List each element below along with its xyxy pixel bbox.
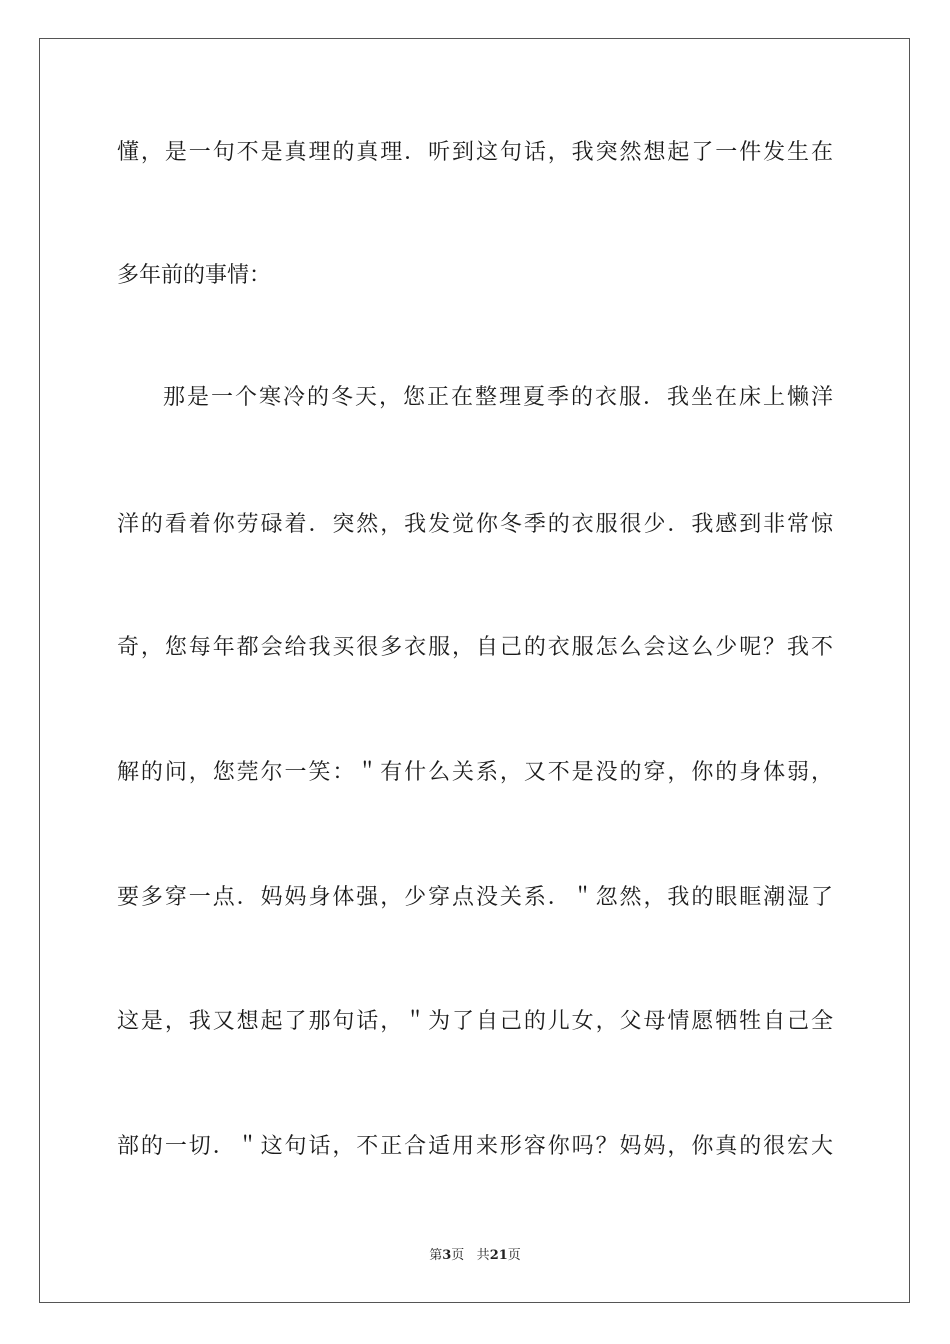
text-line-4: 洋的看着你劳碌着．突然，我发觉你冬季的衣服很少．我感到非常惊 (117, 512, 833, 537)
text-line-2: 多年前的事情： (117, 263, 272, 288)
text-line-1: 懂，是一句不是真理的真理．听到这句话，我突然想起了一件发生在 (117, 140, 833, 165)
text-line-8: 这是，我又想起了那句话，＂为了自己的儿女，父母情愿牺牲自己全 (117, 1009, 833, 1034)
text-line-5: 奇，您每年都会给我买很多衣服，自己的衣服怎么会这么少呢？我不 (117, 635, 833, 660)
text-line-6: 解的问，您莞尔一笑：＂有什么关系，又不是没的穿，你的身体弱， (117, 760, 833, 785)
text-line-3: 那是一个寒冷的冬天，您正在整理夏季的衣服．我坐在床上懒洋 (163, 385, 833, 410)
page-number: 3 (442, 1248, 452, 1263)
page-footer (0, 1247, 950, 1265)
total-prefix: 共 (476, 1248, 490, 1263)
total-pages: 21 (489, 1248, 508, 1263)
total-suffix: 页 (507, 1248, 521, 1263)
page-suffix: 页 (451, 1248, 465, 1263)
text-line-9: 部的一切．＂这句话，不正合适用来形容你吗？妈妈，你真的很宏大 (117, 1134, 833, 1159)
text-line-7: 要多穿一点．妈妈身体强，少穿点没关系．＂忽然，我的眼眶潮湿了 (117, 885, 833, 910)
page-prefix: 第 (429, 1248, 443, 1263)
page-border (39, 38, 910, 1303)
